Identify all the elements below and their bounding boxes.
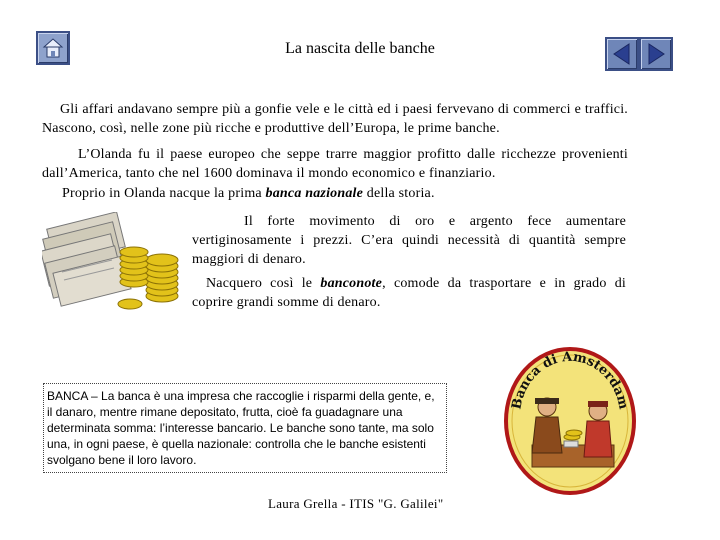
seal-text: Banca di Amsterdam — [509, 349, 631, 411]
banknotes-emphasis: banconote — [320, 276, 383, 291]
bank-of-amsterdam-seal — [502, 345, 638, 497]
paragraph-commerce — [42, 100, 628, 138]
coins-banknotes-image — [42, 212, 187, 312]
paragraph-prices-text: Il forte movimento di oro e argento fece aumentare vertiginosamente i prezzi. C’era quindi necessità di quantità sempre maggiori di denaro. — [192, 214, 626, 267]
national-bank-emphasis: banca nazionale — [265, 186, 364, 201]
banknotes-stack — [42, 212, 131, 306]
banknotes-before: Nacquero così le — [206, 276, 321, 291]
definition-text: BANCA – La banca è una impresa che raccoglie i risparmi della gente, e, il danaro, mentre rimane depositato, frutta, cioè fa guadagnare una determinata somma: l’interesse bancario. Le banche sono tante, ma solo una, in ogni paese, è quella nazionale: controlla che le banche esistenti svolgano bene il loro lavoro. — [47, 389, 435, 467]
footer-author: Laura Grella - ITIS "G. Galilei" — [268, 496, 444, 511]
national-bank-after: della storia. — [363, 186, 435, 201]
paragraph-banknotes — [192, 274, 626, 312]
national-bank-before: Proprio in Olanda nacque la prima — [62, 186, 266, 201]
paragraph-national-bank — [62, 184, 622, 203]
definition-box — [43, 383, 447, 473]
paragraph-commerce-text: Gli affari andavano sempre più a gonfie vele e le città ed i paesi fervevano di commerci e traffici. Nascono, così, nelle zone più ricche e produttive dell’Europa, le prime banche. — [42, 102, 628, 136]
paragraph-holland-text: L’Olanda fu il paese europeo che seppe trarre maggior profitto dalle ricchezze provenienti dall’America, tanto che nel 1600 dominava il mondo economico e finanziario. — [42, 147, 628, 181]
paragraph-prices — [192, 212, 626, 269]
banknotes-after: , comode da trasportare e in grado di coprire grandi somme di denaro. — [192, 276, 626, 310]
page-title: La nascita delle banche — [285, 40, 435, 57]
coin-stacks — [118, 247, 178, 309]
paragraph-holland — [42, 145, 628, 183]
